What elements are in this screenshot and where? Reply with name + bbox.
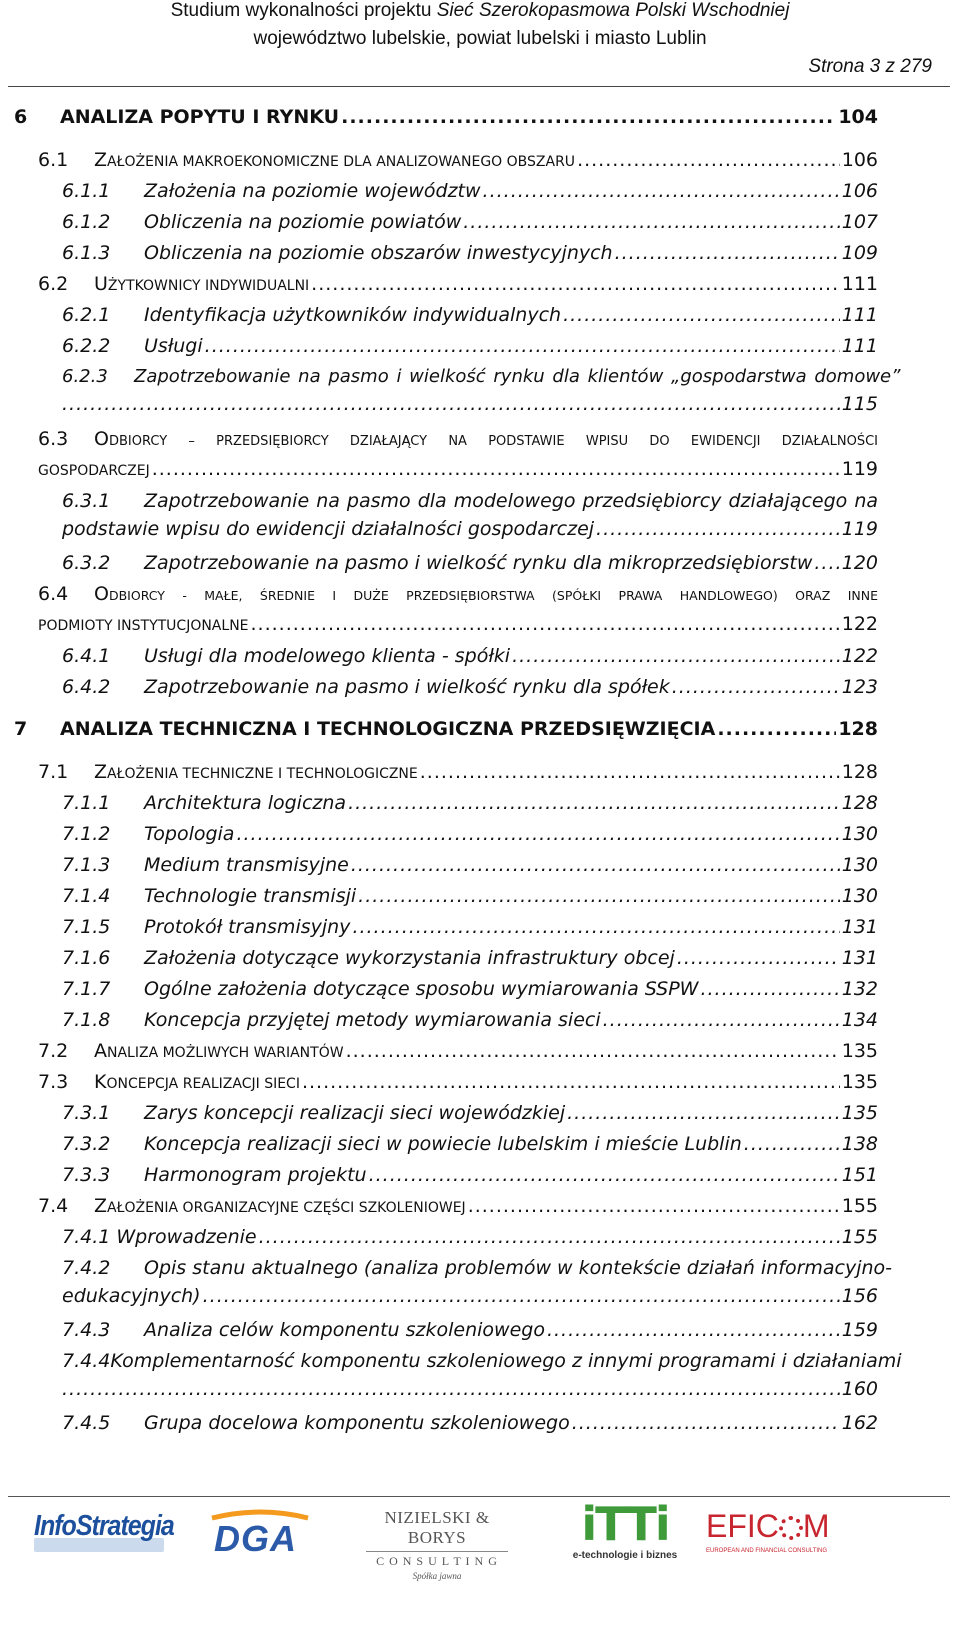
toc-page: 120 [841, 552, 878, 574]
toc-number: 6.4 [38, 583, 69, 605]
toc-leader [203, 1285, 840, 1307]
toc-title: Zapotrzebowanie na pasmo i wielkość rynku dla spółek [144, 676, 670, 698]
toc-page: 130 [841, 885, 878, 907]
header-title-prefix: Studium wykonalności projektu [170, 0, 432, 21]
toc-page: 159 [841, 1319, 878, 1341]
toc-entry-6-2-2[interactable] [62, 335, 878, 357]
toc-number: 6.1 [38, 149, 69, 171]
toc-leader [672, 676, 840, 698]
toc-number: 7.3.3 [62, 1164, 111, 1186]
toc-entry-6-2-3[interactable] [62, 366, 901, 415]
toc-leader [369, 1164, 840, 1186]
toc-leader [483, 180, 840, 202]
toc-entry-7-3-3[interactable] [62, 1164, 878, 1186]
toc-entry-7-4-2[interactable] [62, 1257, 893, 1307]
toc-leader [62, 393, 840, 415]
toc-entry-6-1-1[interactable] [62, 180, 878, 202]
toc-title: Zapotrzebowanie na pasmo i wielkość rynku dla mikroprzedsiębiorstw [144, 552, 813, 574]
toc-entry-7-4[interactable] [38, 1195, 878, 1217]
toc-title: AŁOŻENIA TECHNICZNE I TECHNOLOGICZNE [107, 766, 418, 782]
toc-leader [463, 211, 839, 233]
nizielski-borys-logo [356, 1508, 518, 1581]
toc-number: 6.4.2 [62, 676, 111, 698]
toc-continuation [62, 1378, 878, 1400]
toc-page: 106 [841, 149, 878, 171]
logo-line2: C O N S U L T I N G [376, 1554, 498, 1568]
toc-entry-7-3-2[interactable] [62, 1133, 878, 1155]
toc-leader [311, 273, 840, 295]
toc-continuation [38, 613, 878, 635]
toc-number: 7.1.5 [62, 916, 111, 938]
toc-number: 7.1.2 [62, 823, 111, 845]
toc-leader [615, 242, 840, 264]
toc-number: 6.1.2 [62, 211, 111, 233]
toc-title: AŁOŻENIA MAKROEKONOMICZNE DLA ANALIZOWANEGO OBSZARU [107, 154, 576, 170]
toc-entry-6-2[interactable] [38, 273, 878, 295]
toc-title-cap: A [94, 1040, 107, 1062]
toc-title-cap: O [94, 583, 109, 605]
toc-number: 6.1.3 [62, 242, 111, 264]
toc-entry-7-3-1[interactable] [62, 1102, 878, 1124]
toc-leader [563, 304, 840, 326]
toc-page: 111 [841, 304, 878, 326]
toc-number: 7.1.6 [62, 947, 111, 969]
page-number: Strona 3 z 279 [808, 56, 932, 77]
toc-page: 135 [841, 1102, 878, 1124]
toc-continuation [62, 393, 878, 415]
toc-entry-7-1-4[interactable] [62, 885, 878, 907]
toc-entry-6-1-2[interactable] [62, 211, 878, 233]
toc-title-cap: Z [94, 761, 108, 783]
toc-page: 128 [841, 792, 878, 814]
toc-page: 119 [841, 458, 878, 480]
toc-leader [744, 1133, 840, 1155]
toc-title: Założenia dotyczące wykorzystania infrastruktury obcej [144, 947, 675, 969]
toc-title: Analiza celów komponentu szkoleniowego [144, 1319, 545, 1341]
toc-entry-6-3-2[interactable] [62, 552, 878, 574]
toc-entry-6-1-3[interactable] [62, 242, 878, 264]
toc-continuation [62, 1285, 878, 1307]
toc-number: 6.3 [38, 428, 69, 450]
header-region: województwo lubelskie, powiat lubelski i miasto Lublin [253, 28, 707, 49]
toc-entry-7-4-1[interactable] [62, 1226, 878, 1248]
toc-page: 134 [841, 1009, 878, 1031]
toc-title: Zarys koncepcji realizacji sieci wojewódzkiej [144, 1102, 566, 1124]
toc-leader [547, 1319, 840, 1341]
toc-number: 7.1.7 [62, 978, 111, 1000]
toc-leader [512, 645, 840, 667]
toc-leader [236, 823, 839, 845]
toc-entry-7-4-5[interactable] [62, 1412, 878, 1434]
toc-entry-7-2[interactable] [38, 1040, 878, 1062]
eficom-logo-subtitle: EUROPEAN AND FINANCIAL CONSULTING [706, 1548, 828, 1554]
toc-title-cap: Z [94, 149, 108, 171]
toc-title: Obliczenia na poziomie obszarów inwestycyjnych [144, 242, 613, 264]
toc-entry-7-1-1[interactable] [62, 792, 878, 814]
toc-title: ŻYTKOWNICY INDYWIDUALNI [107, 278, 310, 294]
toc-page: 132 [841, 978, 878, 1000]
toc-page: 115 [841, 393, 878, 415]
toc-title: Założenia na poziomie województw [144, 180, 481, 202]
toc-page: 131 [841, 947, 878, 969]
toc-leader [572, 1412, 840, 1434]
toc-number: 6 [14, 106, 28, 128]
toc-number: 7.3.1 [62, 1102, 111, 1124]
toc-leader [259, 1226, 840, 1248]
toc-title: Architektura logiczna [144, 792, 347, 814]
toc-page: 122 [841, 645, 878, 667]
toc-title: Grupa docelowa komponentu szkoleniowego [144, 1412, 570, 1434]
toc-page: 151 [841, 1164, 878, 1186]
toc-entry-7-1-5[interactable] [62, 916, 878, 938]
toc-title: ANALIZA POPYTU I RYNKU [60, 106, 340, 128]
toc-title: ANALIZA TECHNICZNA I TECHNOLOGICZNA PRZEDSIĘWZIĘCIA [60, 718, 716, 740]
toc-entry-6-4-1[interactable] [62, 645, 878, 667]
toc-title: Zapotrzebowanie na pasmo dla modelowego przedsiębiorcy działającego na [144, 490, 878, 512]
toc-number: 7.4.3 [62, 1319, 111, 1341]
toc-page: 119 [841, 518, 878, 540]
toc-title: Protokół transmisyjny [144, 916, 351, 938]
eficom-logo-text: EFIC [706, 1508, 779, 1544]
toc-title: Usługi [144, 335, 203, 357]
toc-leader [717, 718, 836, 740]
toc-number: 6.1.1 [62, 180, 111, 202]
toc-title: Koncepcja realizacji sieci w powiecie lubelskim i mieście Lublin [144, 1133, 742, 1155]
toc-entry-6-2-1[interactable] [62, 304, 878, 326]
infostrategia-logo-text: InfoStrategia [34, 1509, 174, 1543]
toc-title-line2: podstawie wpisu do ewidencji działalności gospodarczej [62, 518, 595, 540]
toc-page: 104 [838, 106, 878, 128]
itti-logo-text: iTTi [581, 1497, 669, 1551]
toc-number: 6.2 [38, 273, 69, 295]
footer-divider [8, 1496, 950, 1497]
toc-page: 138 [841, 1133, 878, 1155]
toc-leader [420, 761, 840, 783]
toc-title: Medium transmisyjne [144, 854, 349, 876]
toc-entry-6[interactable] [14, 106, 878, 128]
toc-title: Identyfikacja użytkowników indywidualnych [144, 304, 562, 326]
logo-line1: NIZIELSKI & BORYS [384, 1508, 490, 1547]
toc-leader [205, 335, 840, 357]
toc-title: Technologie transmisji [144, 885, 357, 907]
toc-title: DBIORCY – PRZEDSIĘBIORCY DZIAŁAJĄCY NA PODSTAWIE WPISU DO EWIDENCJI DZIAŁALNOŚCI [108, 434, 878, 449]
toc-title: DBIORCY - MAŁE, ŚREDNIE I DUŻE PRZEDSIĘBIORSTWA (SPÓŁKI PRAWA HANDLOWEGO) ORAZ INNE [108, 588, 878, 603]
toc-page: 111 [841, 335, 878, 357]
toc-entry-7-4-4[interactable] [62, 1350, 902, 1400]
toc-leader [341, 106, 836, 128]
toc-title-line2: edukacyjnych) [62, 1285, 201, 1307]
toc-leader [62, 1378, 840, 1400]
toc-page: 122 [841, 613, 878, 635]
toc-leader [358, 885, 840, 907]
logo-rule [366, 1551, 508, 1552]
toc-title-line2: GOSPODARCZEJ [38, 463, 150, 479]
toc-number: 7.4.2 [62, 1257, 111, 1279]
toc-title: NALIZA MOŻLIWYCH WARIANTÓW [107, 1045, 344, 1061]
toc-title: Usługi dla modelowego klienta - spółki [144, 645, 511, 667]
toc-leader [567, 1102, 840, 1124]
toc-page: 109 [841, 242, 878, 264]
toc-page: 135 [841, 1040, 878, 1062]
itti-logo-subtitle: e-technologie i biznes [572, 1550, 678, 1561]
toc-title-cap: Z [94, 1195, 108, 1217]
toc-leader [577, 149, 840, 171]
toc-title: 7.4.1 Wprowadzenie [62, 1226, 257, 1248]
infostrategia-logo [32, 1508, 174, 1560]
toc-leader [603, 1009, 840, 1031]
toc-title: Harmonogram projektu [144, 1164, 367, 1186]
toc-leader [348, 792, 840, 814]
toc-leader [677, 947, 840, 969]
toc-page: 128 [841, 761, 878, 783]
toc-leader [468, 1195, 840, 1217]
toc-page: 130 [841, 823, 878, 845]
toc-number: 7.1.4 [62, 885, 111, 907]
toc-leader [700, 978, 839, 1000]
toc-page: 155 [841, 1226, 878, 1248]
header-title-italic: Sieć Szerokopasmowa Polski Wschodniej [436, 0, 790, 21]
toc-number: 7.2 [38, 1040, 69, 1062]
toc-page: 155 [841, 1195, 878, 1217]
toc-page: 156 [841, 1285, 878, 1307]
itti-logo [560, 1497, 690, 1564]
toc-page: 162 [841, 1412, 878, 1434]
toc-entry-7-1[interactable] [38, 761, 878, 783]
toc-page: 123 [841, 676, 878, 698]
dga-logo [206, 1508, 314, 1560]
toc-title-cap: O [94, 428, 109, 450]
toc-leader [352, 916, 839, 938]
toc-number: 7.3.2 [62, 1133, 111, 1155]
toc-number: 6.2.1 [62, 304, 111, 326]
toc-title: Koncepcja przyjętej metody wymiarowania sieci [144, 1009, 601, 1031]
toc-number: 7.4 [38, 1195, 69, 1217]
toc-number: 7.3 [38, 1071, 69, 1093]
toc-entry-7-1-8[interactable] [62, 1009, 878, 1031]
dga-logo-text: DGA [214, 1518, 297, 1559]
logo-line3: Spółka jawna [412, 1571, 462, 1581]
toc-title: Zapotrzebowanie na pasmo i wielkość rynku dla klientów „gospodarstwa domowe” [134, 366, 901, 387]
toc-page: 111 [841, 273, 878, 295]
toc-title-cap: U [94, 273, 108, 295]
toc-entry-7-1-2[interactable] [62, 823, 878, 845]
toc-number: 7 [14, 718, 28, 740]
toc-leader [302, 1071, 840, 1093]
toc-page: 128 [838, 718, 878, 740]
toc-page: 106 [841, 180, 878, 202]
toc-continuation [38, 458, 878, 480]
toc-entry-6-1[interactable] [38, 149, 878, 171]
toc-entry-6-3-1[interactable] [62, 490, 878, 540]
toc-entry-6-4-2[interactable] [62, 676, 878, 698]
toc-entry-7[interactable] [14, 718, 878, 740]
toc-number: 7.1 [38, 761, 69, 783]
toc-page: 130 [841, 854, 878, 876]
toc-entry-6-4[interactable] [38, 583, 878, 635]
toc-title: AŁOŻENIA ORGANIZACYJNE CZĘŚCI SZKOLENIOWEJ [107, 1200, 466, 1216]
toc-number: 6.3.2 [62, 552, 111, 574]
toc-page: 107 [841, 211, 878, 233]
toc-entry-7-1-7[interactable] [62, 978, 878, 1000]
toc-entry-7-1-6[interactable] [62, 947, 878, 969]
toc-entry-6-3[interactable] [38, 428, 878, 480]
toc-leader [346, 1040, 840, 1062]
toc-title: 7.4.4Komplementarność komponentu szkoleniowego z innymi programami i działaniami [62, 1350, 902, 1372]
toc-title: Obliczenia na poziomie powiatów [144, 211, 462, 233]
toc-title: ONCEPCJA REALIZACJI SIECI [106, 1076, 300, 1092]
eficom-logo-tail: M [802, 1508, 830, 1544]
toc-entry-7-3[interactable] [38, 1071, 878, 1093]
toc-number: 7.1.1 [62, 792, 111, 814]
toc-title-cap: K [94, 1071, 107, 1093]
toc-entry-7-1-3[interactable] [62, 854, 878, 876]
header-project-title [0, 0, 960, 22]
toc-title: Ogólne założenia dotyczące sposobu wymiarowania SSPW [144, 978, 699, 1000]
toc-title: Topologia [144, 823, 235, 845]
toc-number: 6.3.1 [62, 490, 111, 512]
toc-page: 131 [841, 916, 878, 938]
toc-number: 7.4.5 [62, 1412, 111, 1434]
toc-number: 7.1.8 [62, 1009, 111, 1031]
toc-continuation [62, 518, 878, 540]
header-divider [8, 86, 950, 87]
toc-page: 160 [841, 1378, 878, 1400]
toc-leader [351, 854, 840, 876]
toc-leader [251, 613, 840, 635]
toc-title-line2: PODMIOTY INSTYTUCJONALNE [38, 618, 249, 634]
toc-entry-7-4-3[interactable] [62, 1319, 878, 1341]
eficom-globe-icon [779, 1516, 803, 1540]
toc-title: Opis stanu aktualnego (analiza problemów w kontekście działań informacyjno- [144, 1257, 893, 1279]
toc-leader [152, 458, 840, 480]
toc-page: 135 [841, 1071, 878, 1093]
toc-leader [596, 518, 840, 540]
toc-leader [814, 552, 839, 574]
toc-number: 6.2.3 [62, 366, 108, 387]
eficom-logo [706, 1508, 846, 1564]
toc-number: 7.1.3 [62, 854, 111, 876]
toc-number: 6.4.1 [62, 645, 111, 667]
toc-number: 6.2.2 [62, 335, 111, 357]
